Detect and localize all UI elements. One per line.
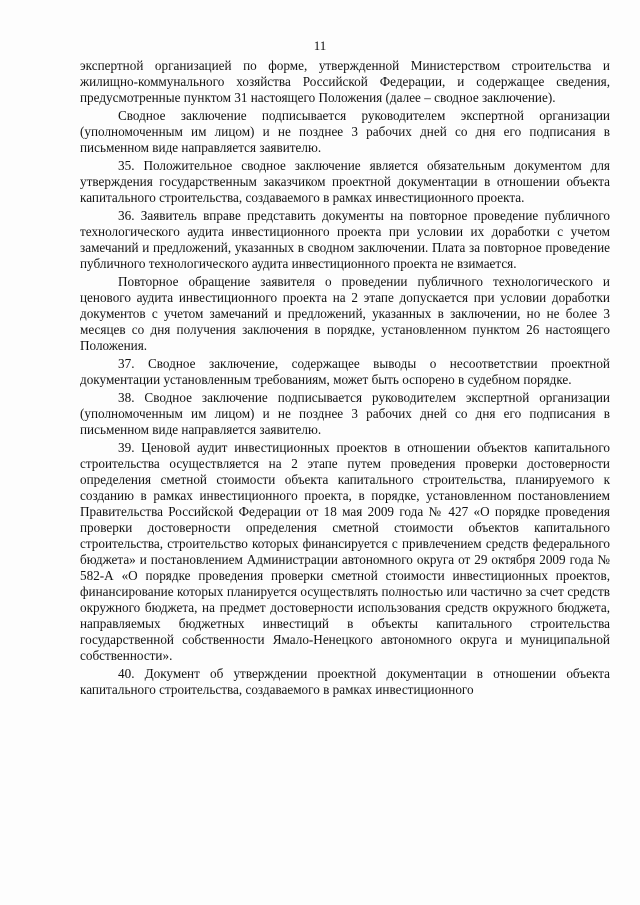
document-body [80,58,610,700]
paragraph-item-36: 36. Заявитель вправе представить документы на повторное проведение публичного технологического аудита инвестиционного проекта при условии их доработки с учетом замечаний и предложений, указанных в сводном заключении. Плата за повторное проведение публичного технологического аудита инвестиционного проекта не взимается. [80,208,610,271]
page-number: 11 [313,38,327,53]
paragraph-repeat-request: Повторное обращение заявителя о проведении публичного технологического и ценового аудита инвестиционного проекта на 2 этапе допускается при условии доработки документов с учетом замечаний и предложений, указанных в заключении, но не более 3 месяцев со дня получения заключения в порядке, установленном пунктом 26 настоящего Положения. [80,274,610,353]
paragraph-item-39: 39. Ценовой аудит инвестиционных проектов в отношении объектов капитального строительства осуществляется на 2 этапе путем проведения проверки достоверности определения сметной стоимости объекта капитального строительства, планируемого к созданию в рамках инвестиционного проекта, в порядке, установленном постановлением Правительства Российской Федерации от 18 мая 2009 года № 427 «О порядке проведения проверки достоверности определения сметной стоимости объектов капитального строительства, строительство которых финансируется с привлечением средств федерального бюджета» и постановлением Администрации автономного округа от 29 октября 2009 года № 582-А «О порядке проведения проверки сметной стоимости инвестиционных проектов, финансирование которых планируется осуществлять полностью или частично за счет средств окружного бюджета, на предмет достоверности использования средств окружного бюджета, направляемых бюджетных инвестиций в объекты капитального строительства государственной собственности Ямало-Ненецкого автономного округа и муниципальной собственности». [80,440,610,663]
paragraph-item-37: 37. Сводное заключение, содержащее выводы о несоответствии проектной документации установленным требованиям, может быть оспорено в судебном порядке. [80,356,610,387]
paragraph-continuation: экспертной организацией по форме, утвержденной Министерством строительства и жилищно-коммунального хозяйства Российской Федерации, и содержащее сведения, предусмотренные пунктом 31 настоящего Положения (далее – сводное заключение). [80,58,610,105]
paragraph-item-38: 38. Сводное заключение подписывается руководителем экспертной организации (уполномоченным им лицом) и не позднее 3 рабочих дней со дня его подписания в письменном виде направляется заявителю. [80,390,610,437]
paragraph-item-40: 40. Документ об утверждении проектной документации в отношении объекта капитального строительства, создаваемого в рамках инвестиционного [80,666,610,697]
paragraph-summary-signing: Сводное заключение подписывается руководителем экспертной организации (уполномоченным им лицом) и не позднее 3 рабочих дней со дня его подписания в письменном виде направляется заявителю. [80,108,610,155]
paragraph-item-35: 35. Положительное сводное заключение является обязательным документом для утверждения государственным заказчиком проектной документации в отношении объекта капитального строительства, создаваемого в рамках инвестиционного проекта. [80,158,610,205]
